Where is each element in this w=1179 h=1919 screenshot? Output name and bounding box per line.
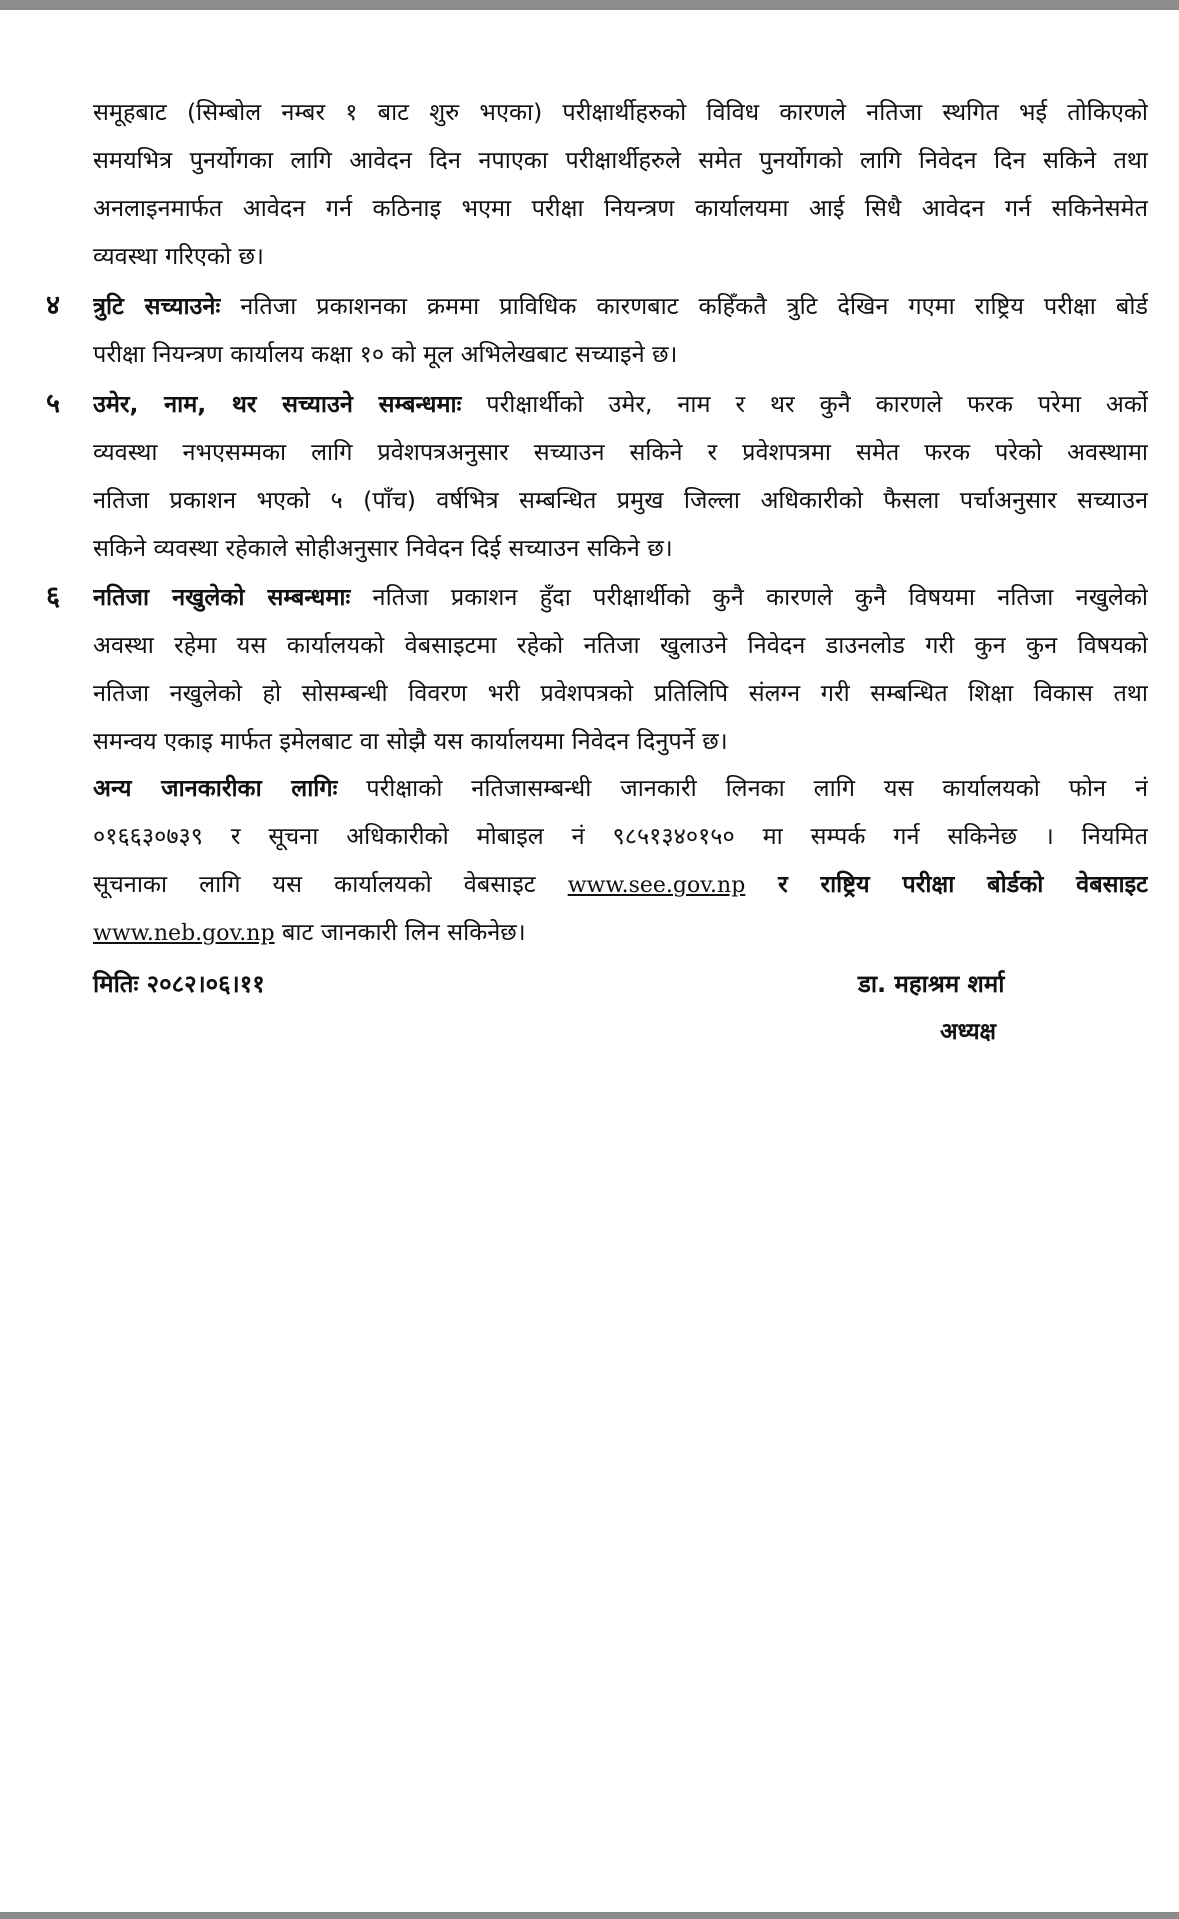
text-line [93,860,1148,908]
text-segment: परीक्षार्थीको उमेर, नाम र थर कुनै कारणले फरक परेमा अर्को [461,390,1148,418]
document-date: मितिः २०८२।०६।११ [93,970,265,998]
text-line: व्यवस्था गरिएको छ। [93,242,264,270]
item-6-result-not-published [93,573,1148,765]
signatory-title: अध्यक्ष [940,1019,997,1045]
text-line: सकिने व्यवस्था रहेकाले सोहीअनुसार निवेदन दिई सच्याउन सकिने छ। [93,534,673,562]
text-line: नतिजा नखुलेको हो सोसम्बन्धी विवरण भरी प्रवेशपत्रको प्रतिलिपि संलग्न गरी सम्बन्धित शिक्षा विकास तथा [93,679,1148,707]
text-line [93,380,1148,428]
text-line: समयभित्र पुनर्योगका लागि आवेदन दिन नपाएका परीक्षार्थीहरुले समेत पुनर्योगको लागि निवेदन दिन सकिने तथा [93,146,1148,174]
item-4-error-correction [93,282,1148,378]
text-segment: नतिजा प्रकाशनका क्रममा प्राविधिक कारणबाट कहिँकतै त्रुटि देखिन गएमा राष्ट्रिय परीक्षा बोर्ड [220,292,1148,320]
text-line: समन्वय एकाइ मार्फत इमेलबाट वा सोझै यस कार्यालयमा निवेदन दिनुपर्ने छ। [93,727,728,755]
text-line: समूहबाट (सिम्बोल नम्बर १ बाट शुरु भएका) परीक्षार्थीहरुको विविध कारणले नतिजा स्थगित भई तोकिएको [93,98,1148,126]
text-line: व्यवस्था नभएसम्मका लागि प्रवेशपत्रअनुसार सच्याउन सकिने र प्रवेशपत्रमा समेत फरक परेको अवस्थामा [93,438,1148,466]
other-information [93,764,1148,956]
text-segment-bold: र राष्ट्रिय परीक्षा बोर्डको वेबसाइट [745,870,1148,898]
item-number-5: ५ [46,388,61,419]
item-number-4: ४ [46,290,61,321]
text-segment: नतिजा प्रकाशन हुँदा परीक्षार्थीको कुनै कारणले कुनै विषयमा नतिजा नखुलेको [350,583,1148,611]
item-5-name-age-correction [93,380,1148,572]
text-line: अनलाइनमार्फत आवेदन गर्न कठिनाइ भएमा परीक्षा नियन्त्रण कार्यालयमा आई सिधै आवेदन गर्न सकिनेसमेत [93,194,1148,222]
text-line [93,573,1148,621]
text-line: परीक्षा नियन्त्रण कार्यालय कक्षा १० को मूल अभिलेखबाट सच्याइने छ। [93,340,678,368]
text-line [93,282,1148,330]
text-segment: परीक्षाको नतिजासम्बन्धी जानकारी लिनका लागि यस कार्यालयको फोन नं [337,774,1148,802]
text-segment: बाट जानकारी लिन सकिनेछ। [274,918,526,946]
bottom-border [0,1912,1179,1919]
item-heading: नतिजा नखुलेको सम्बन्धमाः [93,583,351,611]
text-segment: सूचनाका लागि यस कार्यालयको वेबसाइट [93,870,568,898]
paragraph-continuation [93,88,1148,280]
see-website-link[interactable]: www.see.gov.np [567,873,746,898]
item-number-6: ६ [46,581,61,612]
item-heading: उमेर, नाम, थर सच्याउने सम्बन्धमाः [93,390,462,418]
neb-website-link[interactable]: www.neb.gov.np [93,921,275,946]
text-line [93,908,1148,956]
item-heading: त्रुटि सच्याउनेः [93,292,221,320]
text-line [93,764,1148,812]
text-line: अवस्था रहेमा यस कार्यालयको वेबसाइटमा रहेको नतिजा खुलाउने निवेदन डाउनलोड गरी कुन कुन विषयको [93,631,1148,659]
signatory-name: डा. महाश्रम शर्मा [858,970,1005,998]
text-line: नतिजा प्रकाशन भएको ५ (पाँच) वर्षभित्र सम्बन्धित प्रमुख जिल्ला अधिकारीको फैसला पर्चाअनुसार सच्याउन [93,486,1148,514]
text-line: ०१६६३०७३९ र सूचना अधिकारीको मोबाइल नं ९८५१३४०१५० मा सम्पर्क गर्न सकिनेछ । नियमित [93,822,1148,850]
info-heading: अन्य जानकारीका लागिः [93,774,338,802]
